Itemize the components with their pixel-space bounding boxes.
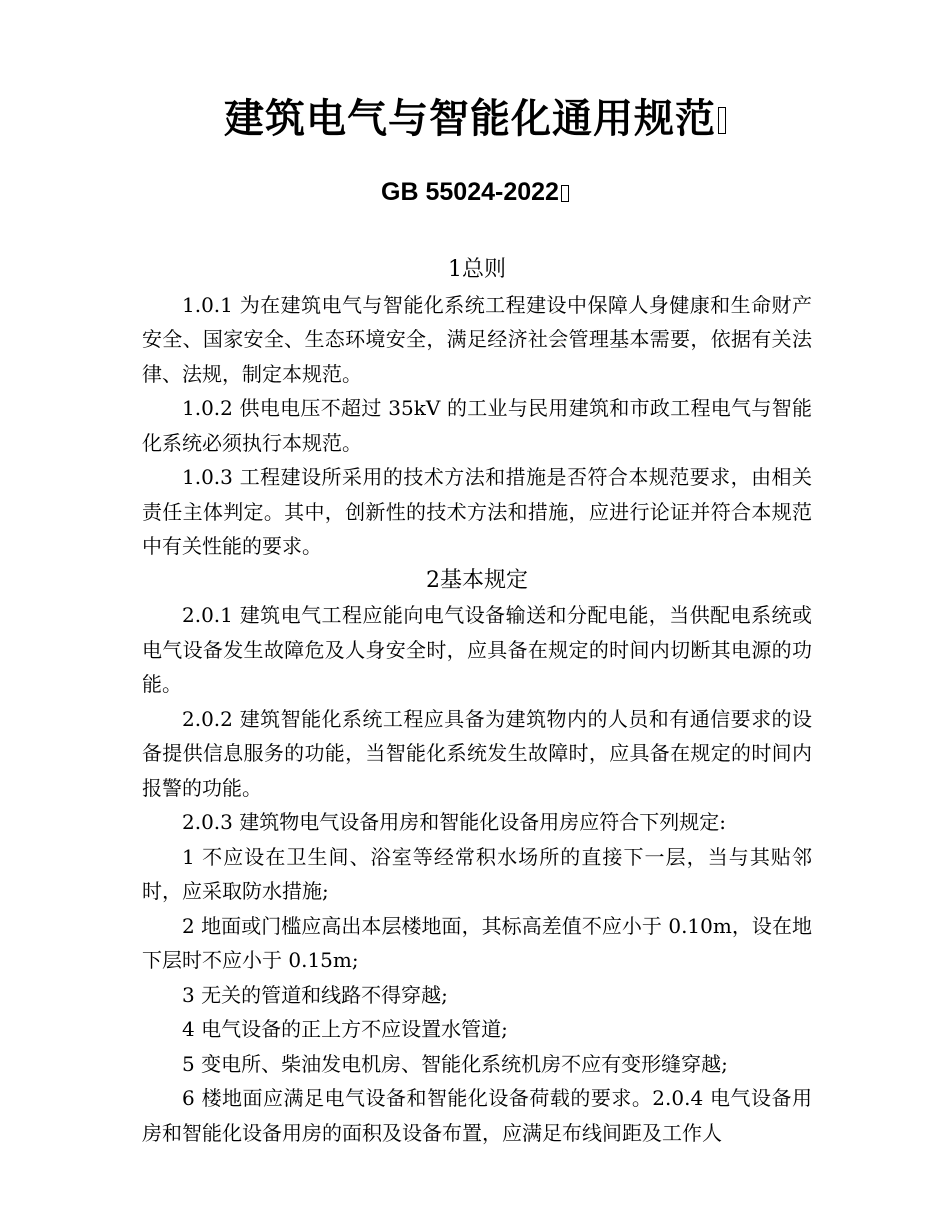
list-item-2: 2 地面或门槛应高出本层楼地面，其标高差值不应小于 0.10m，设在地下层时不应小于 0.15m; — [142, 913, 812, 972]
standard-code-text: GB 55024-2022 — [381, 178, 559, 206]
clause-2-0-1: 2.0.1 建筑电气工程应能向电气设备输送和分配电能，当供配电系统或电气设备发生故障危及人身安全时，应具备在规定的时间内切断其电源的功能。 — [142, 603, 812, 696]
document-title — [0, 92, 950, 146]
clause-2-0-3: 2.0.3 建筑物电气设备用房和智能化设备用房应符合下列规定: — [182, 810, 726, 834]
document-body — [142, 253, 812, 1150]
document-title-text: 建筑电气与智能化通用规范 — [224, 96, 716, 142]
clause-1-0-1: 1.0.1 为在建筑电气与智能化系统工程建设中保障人身健康和生命财产安全、国家安全、生态环境安全，满足经济社会管理基本需要，依据有关法律、法规，制定本规范。 — [142, 292, 812, 386]
section-heading-general: 1总则 — [448, 257, 506, 282]
list-item-5: 5 变电所、柴油发电机房、智能化系统机房不应有变形缝穿越; — [182, 1051, 728, 1076]
standard-code — [0, 174, 950, 210]
placeholder-box-icon — [718, 107, 726, 134]
list-item-6: 6 楼地面应满足电气设备和智能化设备荷载的要求。2.0.4 电气设备用房和智能化设备用房的面积及设备布置，应满足布线间距及工作人 — [142, 1086, 812, 1145]
list-item-3: 3 无关的管道和线路不得穿越; — [182, 982, 448, 1007]
section-heading-basic-rules: 2基本规定 — [426, 567, 528, 593]
clause-1-0-2: 1.0.2 供电电压不超过 35kV 的工业与民用建筑和市政工程电气与智能化系统必须执行本规范。 — [142, 396, 812, 455]
list-item-4: 4 电气设备的正上方不应设置水管道; — [182, 1017, 508, 1041]
clause-1-0-3: 1.0.3 工程建设所采用的技术方法和措施是否符合本规范要求，由相关责任主体判定。其中，创新性的技术方法和措施，应进行论证并符合本规范中有关性能的要求。 — [142, 465, 812, 558]
placeholder-box-icon — [561, 185, 569, 203]
list-item-1: 1 不应设在卫生间、浴室等经常积水场所的直接下一层，当与其贴邻时，应采取防水措施; — [142, 844, 812, 903]
clause-2-0-2: 2.0.2 建筑智能化系统工程应具备为建筑物内的人员和有通信要求的设备提供信息服务的功能，当智能化系统发生故障时，应具备在规定的时间内报警的功能。 — [142, 706, 812, 800]
